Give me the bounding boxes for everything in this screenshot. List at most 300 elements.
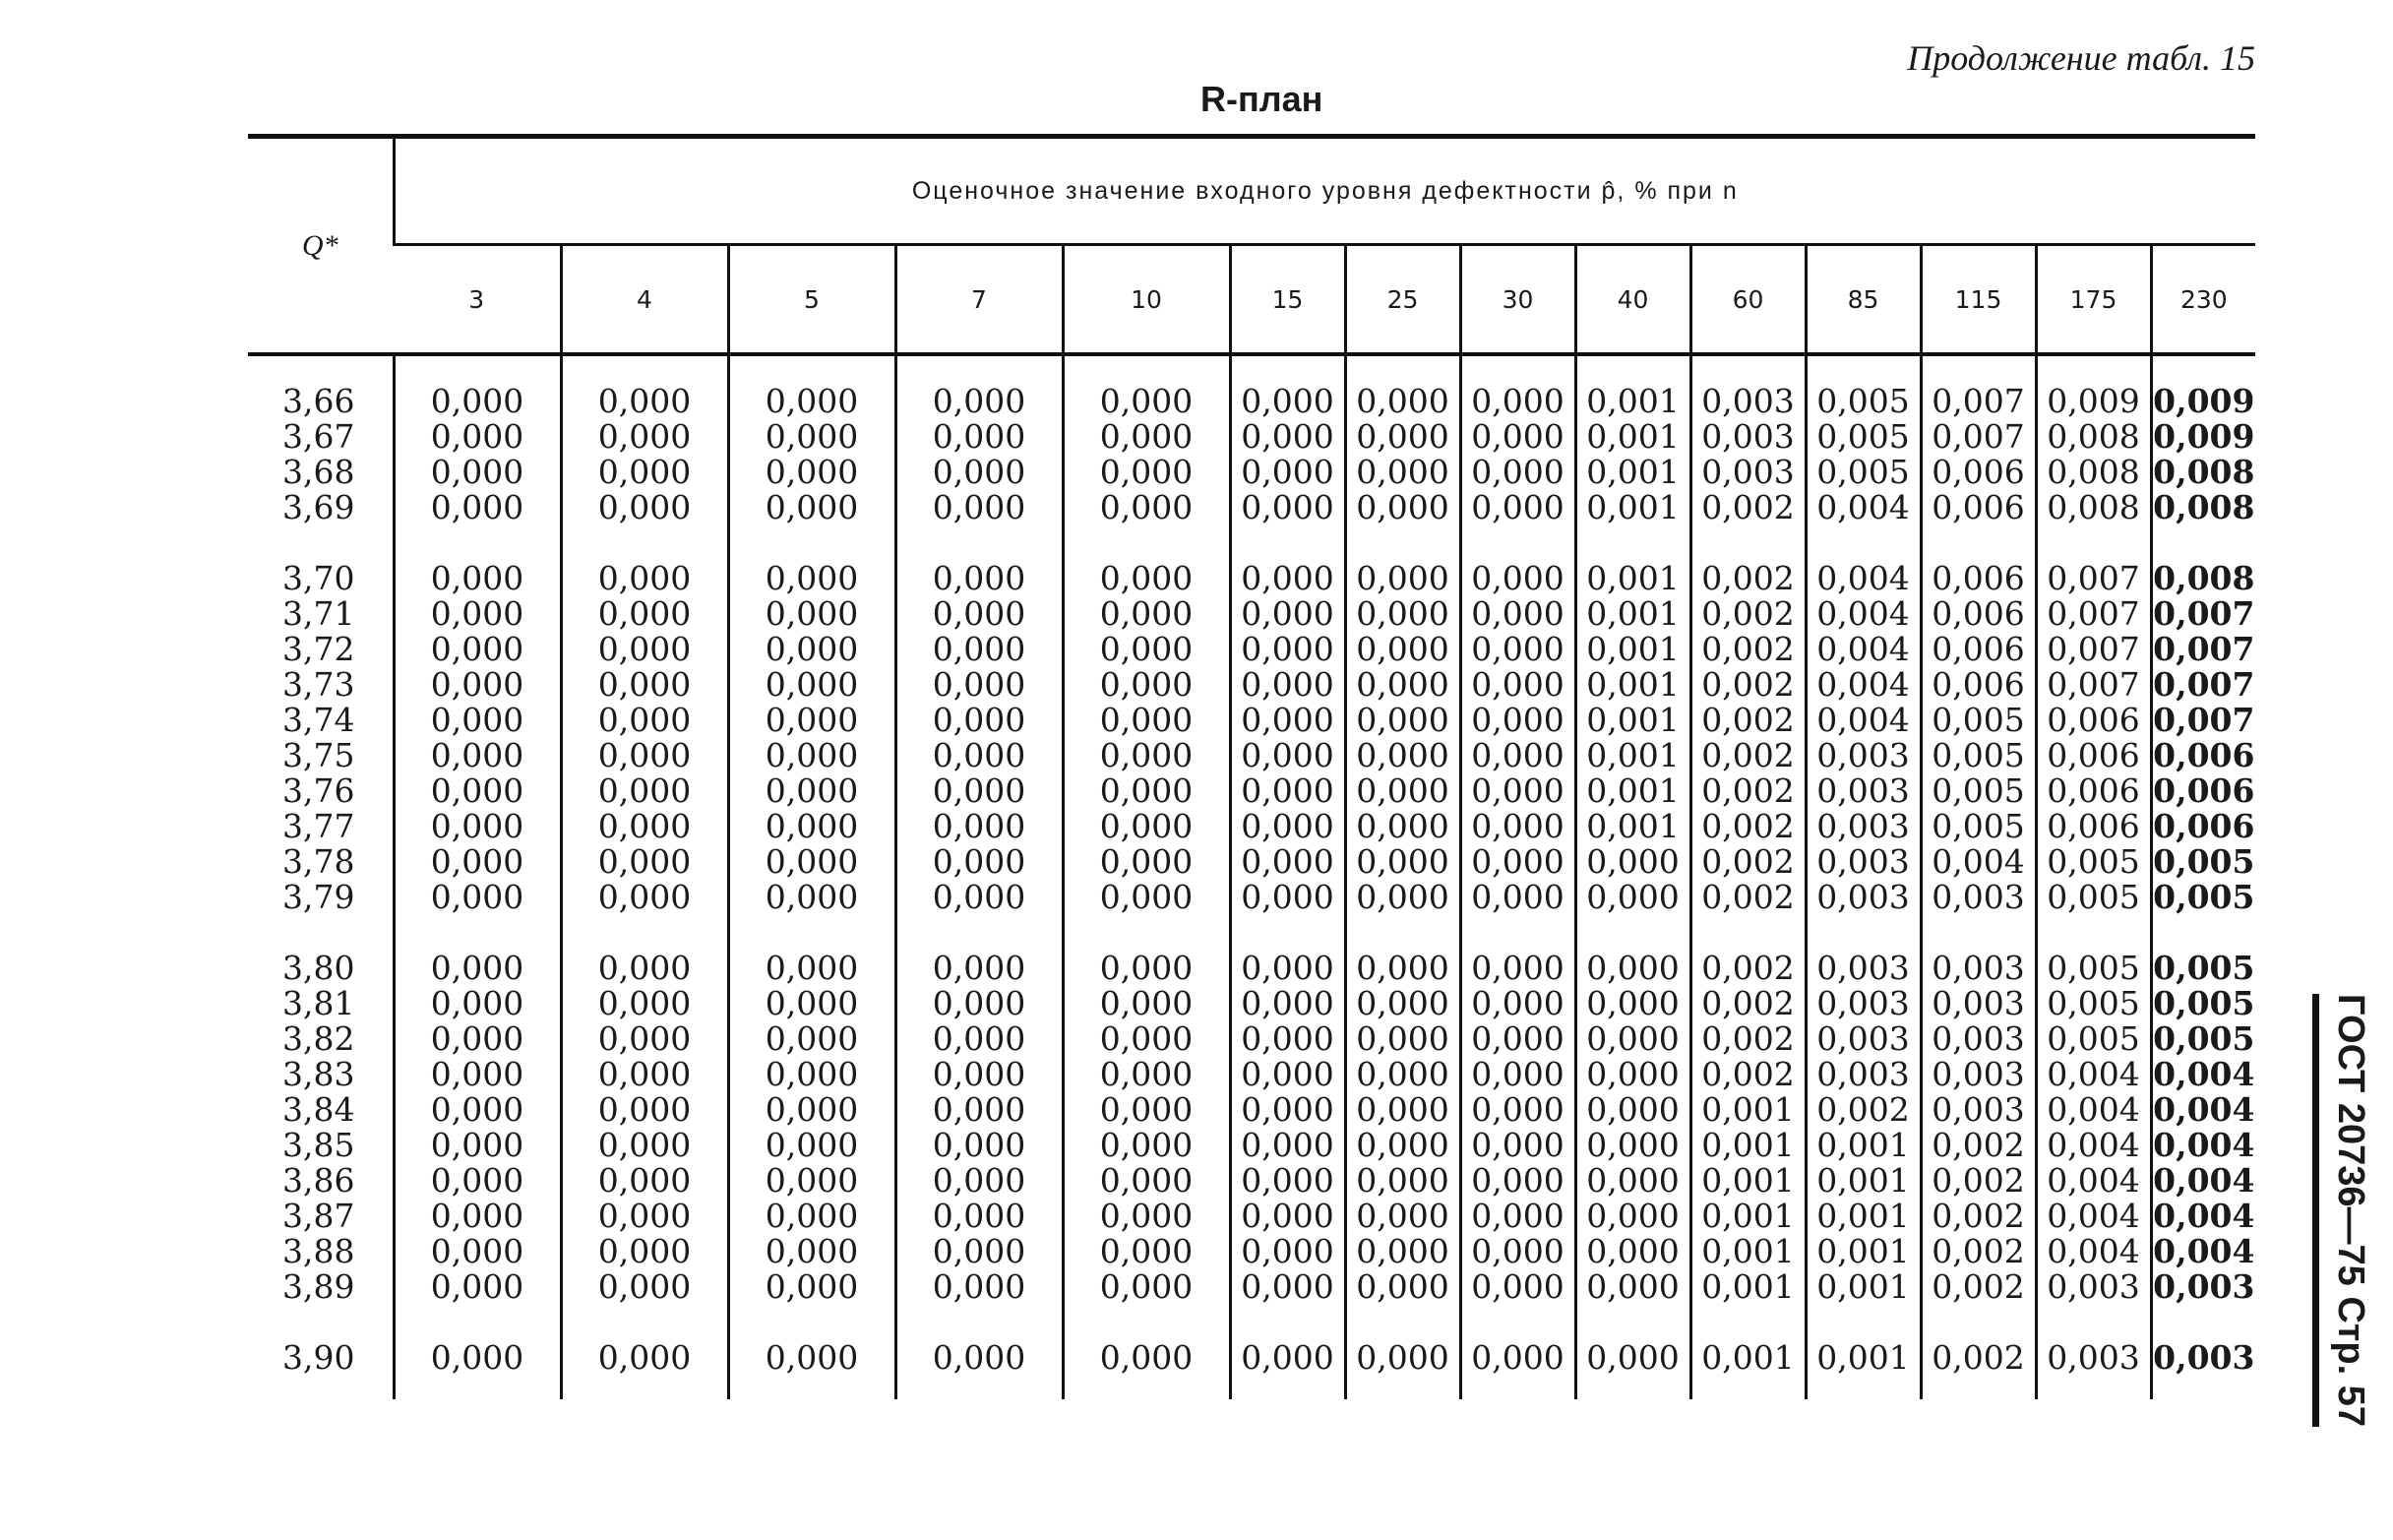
value-cell: 0,000 bbox=[561, 1269, 728, 1305]
value-cell: 0,000 bbox=[728, 561, 895, 596]
value-cell: 0,006 bbox=[1921, 632, 2036, 667]
spacer-cell bbox=[2151, 1305, 2255, 1340]
value-cell: 0,000 bbox=[561, 455, 728, 490]
value-cell: 0,000 bbox=[728, 419, 895, 455]
q-value-cell: 3,76 bbox=[282, 771, 355, 810]
value-cell: 0,000 bbox=[561, 809, 728, 844]
value-cell: 0,000 bbox=[1345, 354, 1460, 419]
value-cell: 0,005 bbox=[1921, 738, 2036, 773]
value-cell: 0,000 bbox=[1345, 596, 1460, 632]
table-row bbox=[248, 354, 2255, 419]
spacer-cell bbox=[394, 1305, 561, 1340]
value-cell: 0,000 bbox=[394, 1128, 561, 1163]
gost-page-label: ГОСТ 20736—75 Стр. 57 bbox=[2330, 994, 2371, 1428]
value-cell: 0,007 bbox=[2036, 667, 2151, 703]
value-cell: 0,000 bbox=[1460, 951, 1575, 986]
table-row bbox=[248, 455, 2255, 490]
value-cell: 0,004 bbox=[1806, 703, 1921, 738]
value-cell: 0,000 bbox=[394, 455, 561, 490]
value-cell: 0,000 bbox=[561, 951, 728, 986]
value-cell: 0,002 bbox=[1690, 1057, 1806, 1092]
value-cell: 0,007 bbox=[2151, 703, 2255, 738]
value-cell: 0,000 bbox=[728, 1340, 895, 1399]
value-cell: 0,005 bbox=[2036, 880, 2151, 915]
value-cell: 0,000 bbox=[1460, 667, 1575, 703]
spacer-cell bbox=[1921, 915, 2036, 951]
value-cell: 0,006 bbox=[2036, 773, 2151, 809]
value-cell: 0,000 bbox=[1063, 354, 1230, 419]
value-cell: 0,006 bbox=[1921, 561, 2036, 596]
value-cell: 0,000 bbox=[1460, 1021, 1575, 1057]
plan-title: R-план bbox=[1200, 79, 1323, 119]
value-cell: 0,000 bbox=[394, 773, 561, 809]
value-cell: 0,001 bbox=[1690, 1234, 1806, 1269]
value-cell: 0,000 bbox=[561, 1163, 728, 1199]
value-cell: 0,003 bbox=[2151, 1340, 2255, 1399]
value-cell: 0,008 bbox=[2151, 490, 2255, 525]
value-cell: 0,000 bbox=[1230, 1057, 1345, 1092]
value-cell: 0,002 bbox=[1690, 738, 1806, 773]
value-cell: 0,000 bbox=[1063, 419, 1230, 455]
value-cell: 0,001 bbox=[1690, 1340, 1806, 1399]
value-cell: 0,000 bbox=[1460, 986, 1575, 1021]
value-cell: 0,000 bbox=[1345, 1340, 1460, 1399]
value-cell: 0,000 bbox=[561, 354, 728, 419]
value-cell: 0,000 bbox=[1575, 844, 1690, 880]
value-cell: 0,005 bbox=[2036, 951, 2151, 986]
value-cell: 0,000 bbox=[561, 880, 728, 915]
group-header: Оценочное значение входного уровня дефектности p̂, % при n bbox=[394, 137, 2255, 245]
value-cell: 0,001 bbox=[1575, 738, 1690, 773]
value-cell: 0,000 bbox=[895, 455, 1063, 490]
q-value-cell: 3,70 bbox=[282, 559, 355, 597]
q-value-cell: 3,82 bbox=[282, 1019, 355, 1058]
value-cell: 0,000 bbox=[1460, 880, 1575, 915]
spacer-cell bbox=[2036, 915, 2151, 951]
value-cell: 0,006 bbox=[2151, 738, 2255, 773]
value-cell: 0,000 bbox=[1345, 703, 1460, 738]
q-value-cell: 3,89 bbox=[282, 1267, 355, 1306]
value-cell: 0,008 bbox=[2036, 490, 2151, 525]
value-cell: 0,000 bbox=[1345, 809, 1460, 844]
value-cell: 0,005 bbox=[2151, 1021, 2255, 1057]
n-header-row bbox=[248, 245, 2255, 355]
value-cell: 0,007 bbox=[1921, 419, 2036, 455]
value-cell: 0,000 bbox=[1345, 738, 1460, 773]
value-cell: 0,000 bbox=[895, 1269, 1063, 1305]
q-value-cell: 3,83 bbox=[282, 1055, 355, 1093]
value-cell: 0,000 bbox=[895, 1128, 1063, 1163]
value-cell: 0,000 bbox=[1460, 632, 1575, 667]
value-cell: 0,000 bbox=[1345, 1234, 1460, 1269]
value-cell: 0,000 bbox=[895, 354, 1063, 419]
value-cell: 0,002 bbox=[1921, 1234, 2036, 1269]
value-cell: 0,000 bbox=[1345, 986, 1460, 1021]
value-cell: 0,000 bbox=[561, 1057, 728, 1092]
table-row bbox=[248, 1340, 2255, 1399]
value-cell: 0,003 bbox=[1690, 455, 1806, 490]
value-cell: 0,001 bbox=[1575, 632, 1690, 667]
spacer-cell bbox=[1921, 525, 2036, 561]
value-cell: 0,000 bbox=[1460, 561, 1575, 596]
value-cell: 0,003 bbox=[1921, 986, 2036, 1021]
value-cell: 0,000 bbox=[1575, 1199, 1690, 1234]
value-cell: 0,000 bbox=[728, 880, 895, 915]
value-cell: 0,000 bbox=[1230, 490, 1345, 525]
spacer-cell bbox=[248, 1305, 394, 1340]
value-cell: 0,000 bbox=[1230, 951, 1345, 986]
value-cell: 0,002 bbox=[1690, 773, 1806, 809]
spacer-cell bbox=[1806, 1305, 1921, 1340]
value-cell: 0,000 bbox=[1063, 455, 1230, 490]
spacer-cell bbox=[728, 915, 895, 951]
table-body bbox=[248, 354, 2255, 1399]
value-cell: 0,000 bbox=[895, 844, 1063, 880]
value-cell: 0,000 bbox=[1345, 1269, 1460, 1305]
value-cell: 0,006 bbox=[2036, 703, 2151, 738]
table-row bbox=[248, 561, 2255, 596]
value-cell: 0,000 bbox=[1230, 880, 1345, 915]
spacer-cell bbox=[248, 525, 394, 561]
value-cell: 0,000 bbox=[1230, 1269, 1345, 1305]
value-cell: 0,005 bbox=[1921, 773, 2036, 809]
q-column-header: Q* bbox=[248, 137, 394, 355]
value-cell: 0,001 bbox=[1575, 809, 1690, 844]
value-cell: 0,002 bbox=[1921, 1269, 2036, 1305]
value-cell: 0,000 bbox=[895, 1199, 1063, 1234]
value-cell: 0,000 bbox=[895, 1021, 1063, 1057]
value-cell: 0,000 bbox=[1230, 667, 1345, 703]
q-value-cell: 3,68 bbox=[282, 453, 355, 491]
q-value-cell: 3,87 bbox=[282, 1197, 355, 1235]
value-cell: 0,002 bbox=[1690, 490, 1806, 525]
value-cell: 0,004 bbox=[2036, 1163, 2151, 1199]
value-cell: 0,001 bbox=[1806, 1269, 1921, 1305]
q-value-cell: 3,85 bbox=[282, 1126, 355, 1164]
value-cell: 0,000 bbox=[1460, 1092, 1575, 1128]
value-cell: 0,000 bbox=[895, 667, 1063, 703]
value-cell: 0,000 bbox=[1230, 596, 1345, 632]
value-cell: 0,000 bbox=[1063, 844, 1230, 880]
value-cell: 0,005 bbox=[2151, 986, 2255, 1021]
value-cell: 0,000 bbox=[895, 703, 1063, 738]
value-cell: 0,003 bbox=[1806, 1057, 1921, 1092]
row-group-spacer bbox=[248, 915, 2255, 951]
value-cell: 0,000 bbox=[1063, 986, 1230, 1021]
value-cell: 0,000 bbox=[1575, 986, 1690, 1021]
spacer-cell bbox=[1575, 915, 1690, 951]
value-cell: 0,000 bbox=[561, 596, 728, 632]
value-cell: 0,000 bbox=[1345, 1057, 1460, 1092]
spacer-cell bbox=[1230, 1305, 1345, 1340]
value-cell: 0,000 bbox=[561, 632, 728, 667]
value-cell: 0,000 bbox=[1575, 1340, 1690, 1399]
value-cell: 0,000 bbox=[728, 1092, 895, 1128]
value-cell: 0,003 bbox=[1921, 880, 2036, 915]
value-cell: 0,002 bbox=[1921, 1128, 2036, 1163]
value-cell: 0,001 bbox=[1806, 1234, 1921, 1269]
value-cell: 0,006 bbox=[2151, 773, 2255, 809]
value-cell: 0,000 bbox=[394, 490, 561, 525]
value-cell: 0,003 bbox=[1806, 986, 1921, 1021]
n-header-cell: 85 bbox=[1806, 245, 1921, 355]
value-cell: 0,000 bbox=[1230, 632, 1345, 667]
spacer-cell bbox=[1460, 1305, 1575, 1340]
value-cell: 0,000 bbox=[728, 1199, 895, 1234]
value-cell: 0,000 bbox=[561, 738, 728, 773]
value-cell: 0,000 bbox=[561, 419, 728, 455]
value-cell: 0,000 bbox=[1063, 738, 1230, 773]
spacer-cell bbox=[1690, 915, 1806, 951]
value-cell: 0,003 bbox=[1806, 880, 1921, 915]
value-cell: 0,006 bbox=[1921, 490, 2036, 525]
value-cell: 0,000 bbox=[394, 632, 561, 667]
value-cell: 0,000 bbox=[1460, 1199, 1575, 1234]
value-cell: 0,003 bbox=[1921, 951, 2036, 986]
spacer-cell bbox=[728, 525, 895, 561]
table-row bbox=[248, 632, 2255, 667]
value-cell: 0,000 bbox=[895, 986, 1063, 1021]
q-value-cell: 3,75 bbox=[282, 736, 355, 774]
spacer-cell bbox=[895, 1305, 1063, 1340]
value-cell: 0,002 bbox=[1690, 880, 1806, 915]
value-cell: 0,000 bbox=[1460, 738, 1575, 773]
value-cell: 0,000 bbox=[394, 1340, 561, 1399]
spacer-cell bbox=[895, 525, 1063, 561]
value-cell: 0,000 bbox=[895, 632, 1063, 667]
value-cell: 0,000 bbox=[394, 667, 561, 703]
value-cell: 0,001 bbox=[1690, 1128, 1806, 1163]
value-cell: 0,000 bbox=[1063, 1163, 1230, 1199]
value-cell: 0,007 bbox=[1921, 354, 2036, 419]
value-cell: 0,000 bbox=[394, 561, 561, 596]
value-cell: 0,000 bbox=[728, 455, 895, 490]
table-row bbox=[248, 667, 2255, 703]
value-cell: 0,008 bbox=[2151, 455, 2255, 490]
value-cell: 0,000 bbox=[1345, 1021, 1460, 1057]
value-cell: 0,000 bbox=[1460, 844, 1575, 880]
table-row bbox=[248, 844, 2255, 880]
value-cell: 0,000 bbox=[728, 1021, 895, 1057]
value-cell: 0,000 bbox=[1063, 1234, 1230, 1269]
spacer-cell bbox=[1690, 1305, 1806, 1340]
table-row bbox=[248, 1234, 2255, 1269]
side-margin-label bbox=[2312, 994, 2378, 1427]
table-row bbox=[248, 951, 2255, 986]
value-cell: 0,000 bbox=[394, 419, 561, 455]
value-cell: 0,000 bbox=[1063, 703, 1230, 738]
value-cell: 0,000 bbox=[895, 773, 1063, 809]
value-cell: 0,003 bbox=[1921, 1057, 2036, 1092]
value-cell: 0,000 bbox=[1230, 773, 1345, 809]
value-cell: 0,000 bbox=[1230, 455, 1345, 490]
value-cell: 0,000 bbox=[1345, 1092, 1460, 1128]
spacer-cell bbox=[2151, 525, 2255, 561]
value-cell: 0,000 bbox=[394, 596, 561, 632]
spacer-cell bbox=[1063, 525, 1230, 561]
value-cell: 0,001 bbox=[1575, 561, 1690, 596]
value-cell: 0,001 bbox=[1806, 1163, 1921, 1199]
value-cell: 0,001 bbox=[1575, 419, 1690, 455]
value-cell: 0,002 bbox=[1690, 667, 1806, 703]
value-cell: 0,000 bbox=[1230, 419, 1345, 455]
n-header-cell: 175 bbox=[2036, 245, 2151, 355]
value-cell: 0,000 bbox=[394, 844, 561, 880]
value-cell: 0,001 bbox=[1690, 1092, 1806, 1128]
value-cell: 0,002 bbox=[1690, 1021, 1806, 1057]
value-cell: 0,000 bbox=[1345, 880, 1460, 915]
value-cell: 0,000 bbox=[895, 809, 1063, 844]
n-header-cell: 15 bbox=[1230, 245, 1345, 355]
q-value-cell: 3,69 bbox=[282, 488, 355, 526]
q-value-cell: 3,74 bbox=[282, 701, 355, 739]
value-cell: 0,006 bbox=[2036, 738, 2151, 773]
value-cell: 0,000 bbox=[394, 354, 561, 419]
spacer-cell bbox=[561, 525, 728, 561]
value-cell: 0,002 bbox=[1690, 596, 1806, 632]
value-cell: 0,004 bbox=[1806, 667, 1921, 703]
spacer-cell bbox=[728, 1305, 895, 1340]
value-cell: 0,003 bbox=[2151, 1269, 2255, 1305]
value-cell: 0,000 bbox=[895, 1057, 1063, 1092]
q-value-cell: 3,90 bbox=[282, 1338, 355, 1377]
value-cell: 0,000 bbox=[895, 1340, 1063, 1399]
table-row bbox=[248, 490, 2255, 525]
value-cell: 0,004 bbox=[2036, 1057, 2151, 1092]
table-row bbox=[248, 1269, 2255, 1305]
value-cell: 0,000 bbox=[728, 951, 895, 986]
value-cell: 0,003 bbox=[1806, 951, 1921, 986]
q-value-cell: 3,86 bbox=[282, 1161, 355, 1200]
value-cell: 0,000 bbox=[1230, 703, 1345, 738]
value-cell: 0,001 bbox=[1806, 1340, 1921, 1399]
value-cell: 0,001 bbox=[1690, 1163, 1806, 1199]
value-cell: 0,004 bbox=[2151, 1128, 2255, 1163]
value-cell: 0,000 bbox=[1063, 773, 1230, 809]
value-cell: 0,000 bbox=[1575, 1057, 1690, 1092]
value-cell: 0,000 bbox=[394, 1092, 561, 1128]
value-cell: 0,000 bbox=[1063, 561, 1230, 596]
value-cell: 0,001 bbox=[1575, 773, 1690, 809]
value-cell: 0,004 bbox=[1806, 632, 1921, 667]
value-cell: 0,002 bbox=[1690, 844, 1806, 880]
value-cell: 0,003 bbox=[1806, 738, 1921, 773]
spacer-cell bbox=[1690, 525, 1806, 561]
spacer-cell bbox=[1575, 525, 1690, 561]
q-value-cell: 3,73 bbox=[282, 665, 355, 704]
value-cell: 0,000 bbox=[1460, 1128, 1575, 1163]
value-cell: 0,000 bbox=[895, 1234, 1063, 1269]
spacer-cell bbox=[1345, 1305, 1460, 1340]
value-cell: 0,000 bbox=[1345, 844, 1460, 880]
value-cell: 0,000 bbox=[394, 1234, 561, 1269]
value-cell: 0,000 bbox=[728, 354, 895, 419]
value-cell: 0,004 bbox=[2151, 1163, 2255, 1199]
value-cell: 0,000 bbox=[561, 986, 728, 1021]
value-cell: 0,004 bbox=[2036, 1234, 2151, 1269]
table-row bbox=[248, 1092, 2255, 1128]
n-header-cell: 10 bbox=[1063, 245, 1230, 355]
value-cell: 0,000 bbox=[394, 951, 561, 986]
n-header-cell: 40 bbox=[1575, 245, 1690, 355]
value-cell: 0,002 bbox=[1690, 703, 1806, 738]
n-header-cell: 4 bbox=[561, 245, 728, 355]
spacer-cell bbox=[1460, 525, 1575, 561]
value-cell: 0,004 bbox=[1806, 561, 1921, 596]
value-cell: 0,000 bbox=[1345, 667, 1460, 703]
value-cell: 0,000 bbox=[728, 809, 895, 844]
value-cell: 0,000 bbox=[1063, 1340, 1230, 1399]
spacer-cell bbox=[561, 1305, 728, 1340]
value-cell: 0,003 bbox=[2036, 1269, 2151, 1305]
q-value-cell: 3,88 bbox=[282, 1232, 355, 1270]
value-cell: 0,000 bbox=[1063, 1128, 1230, 1163]
value-cell: 0,000 bbox=[1230, 844, 1345, 880]
spacer-cell bbox=[1921, 1305, 2036, 1340]
value-cell: 0,000 bbox=[1230, 738, 1345, 773]
value-cell: 0,005 bbox=[1806, 419, 1921, 455]
table-row bbox=[248, 1057, 2255, 1092]
value-cell: 0,000 bbox=[1230, 1199, 1345, 1234]
value-cell: 0,000 bbox=[1063, 1057, 1230, 1092]
value-cell: 0,000 bbox=[561, 1234, 728, 1269]
table-row bbox=[248, 880, 2255, 915]
value-cell: 0,000 bbox=[394, 1021, 561, 1057]
value-cell: 0,003 bbox=[1806, 809, 1921, 844]
value-cell: 0,000 bbox=[561, 561, 728, 596]
value-cell: 0,000 bbox=[1345, 455, 1460, 490]
q-value-cell: 3,80 bbox=[282, 949, 355, 987]
value-cell: 0,000 bbox=[561, 1199, 728, 1234]
value-cell: 0,000 bbox=[895, 880, 1063, 915]
spacer-cell bbox=[1063, 915, 1230, 951]
q-value-cell: 3,79 bbox=[282, 878, 355, 916]
value-cell: 0,001 bbox=[1806, 1199, 1921, 1234]
value-cell: 0,000 bbox=[1460, 1340, 1575, 1399]
value-cell: 0,003 bbox=[1806, 773, 1921, 809]
value-cell: 0,007 bbox=[2151, 632, 2255, 667]
value-cell: 0,000 bbox=[1063, 951, 1230, 986]
value-cell: 0,007 bbox=[2151, 596, 2255, 632]
table-row bbox=[248, 986, 2255, 1021]
value-cell: 0,000 bbox=[394, 1199, 561, 1234]
value-cell: 0,000 bbox=[1460, 1057, 1575, 1092]
value-cell: 0,003 bbox=[1921, 1021, 2036, 1057]
value-cell: 0,000 bbox=[1575, 1021, 1690, 1057]
value-cell: 0,000 bbox=[1575, 880, 1690, 915]
value-cell: 0,000 bbox=[1063, 1092, 1230, 1128]
table-row bbox=[248, 738, 2255, 773]
value-cell: 0,006 bbox=[1921, 667, 2036, 703]
value-cell: 0,000 bbox=[394, 738, 561, 773]
value-cell: 0,000 bbox=[1575, 1234, 1690, 1269]
defect-level-table bbox=[248, 134, 2255, 1399]
value-cell: 0,004 bbox=[2151, 1092, 2255, 1128]
q-value-cell: 3,78 bbox=[282, 842, 355, 881]
value-cell: 0,000 bbox=[1063, 1269, 1230, 1305]
value-cell: 0,008 bbox=[2036, 455, 2151, 490]
value-cell: 0,000 bbox=[394, 1057, 561, 1092]
value-cell: 0,000 bbox=[561, 1340, 728, 1399]
value-cell: 0,000 bbox=[1345, 951, 1460, 986]
value-cell: 0,000 bbox=[728, 596, 895, 632]
value-cell: 0,000 bbox=[1460, 809, 1575, 844]
value-cell: 0,005 bbox=[2151, 951, 2255, 986]
value-cell: 0,005 bbox=[1806, 354, 1921, 419]
value-cell: 0,005 bbox=[2151, 844, 2255, 880]
value-cell: 0,000 bbox=[895, 561, 1063, 596]
n-header-cell: 115 bbox=[1921, 245, 2036, 355]
